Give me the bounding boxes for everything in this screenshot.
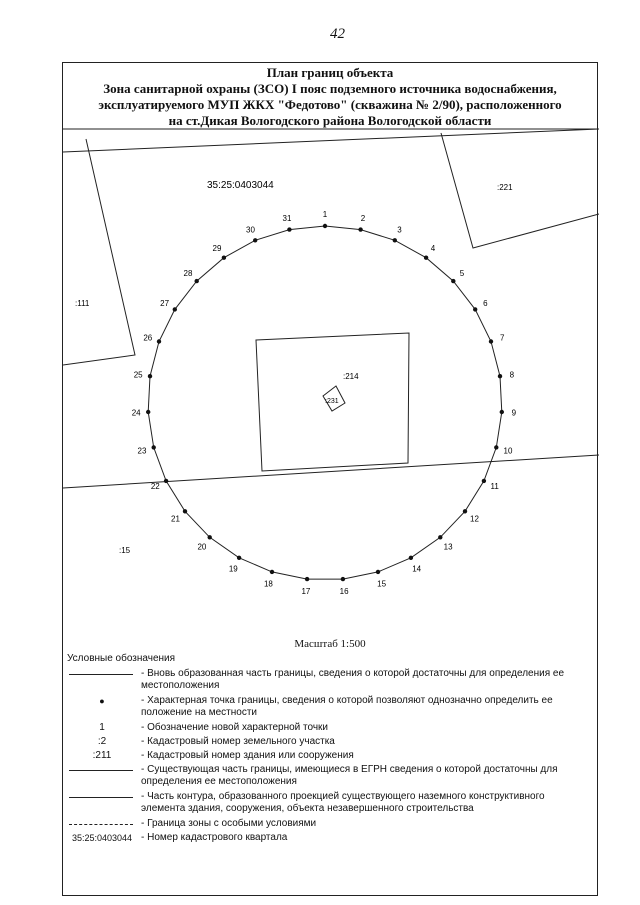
parcel-boundary-top [63,129,599,152]
legend-symbol-parcel: :2 [97,736,107,747]
boundary-point-label: 22 [150,482,160,492]
legend-text: - Кадастровый номер земельного участка [141,736,335,747]
title-line-2: Зона санитарной охраны (ЗСО) I пояс подземного источника водоснабжения, [103,81,557,96]
legend-text: - Номер кадастрового квартала [141,832,288,843]
boundary-point [305,577,309,581]
legend-symbol-new-boundary [69,674,133,675]
parcel-221-boundary [441,133,599,248]
boundary-point-label: 12 [470,514,479,524]
boundary-point [152,445,156,449]
boundary-point [287,227,291,231]
boundary-point [157,339,161,343]
boundary-point-label: 27 [160,299,170,308]
boundary-point [463,509,467,513]
boundary-point-label: 4 [430,243,436,253]
legend-symbol-contour [69,797,133,798]
boundary-point [409,556,413,560]
legend-symbol-quarter: 35:25:0403044 [71,833,133,843]
boundary-point [341,577,345,581]
map-scale: Масштаб 1:500 [294,638,366,650]
boundary-point-label: 18 [263,579,273,589]
boundary-point-label: 14 [412,564,422,574]
legend-text: - Кадастровый номер здания или сооружения [141,750,354,761]
boundary-point-label: 20 [197,542,207,552]
legend-text: - Существующая часть границы, имеющиеся в ЕГРН сведения о которой достаточны для определения ее местоположения [141,764,558,787]
boundary-point-label: 9 [511,408,517,418]
title-line-4: на ст.Дикая Вологодского района Вологодской области [168,113,492,128]
boundary-point-label: 28 [183,268,193,278]
boundary-point [424,256,428,260]
parcel-label-214: :214 [343,372,359,381]
boundary-point-label: 7 [499,333,505,343]
title-line-3: эксплуатируемого МУП ЖКХ "Федотово" (скважина № 2/90), расположенного [98,97,562,112]
legend-symbol-zone [69,824,133,825]
boundary-point-label: 25 [133,370,143,380]
building-label-231: :231 [325,398,339,405]
boundary-point [494,445,498,449]
boundary-point [358,227,362,231]
boundary-point [376,570,380,574]
boundary-point [438,535,442,539]
boundary-point [148,374,152,378]
boundary-point [195,279,199,283]
boundary-point [498,374,502,378]
parcel-111-boundary [63,139,135,365]
boundary-point-label: 2 [360,213,366,223]
boundary-point-label: 17 [301,587,311,596]
boundary-point-label: 24 [131,408,141,418]
boundary-point-label: 29 [212,243,222,253]
boundary-point [500,410,504,414]
boundary-point [222,256,226,260]
boundary-point [451,279,455,283]
boundary-point [183,509,187,513]
boundary-point [323,224,327,228]
legend-symbol-building: :211 [92,750,112,761]
legend-text: - Часть контура, образованного проекцией существующего наземного конструктивного элемента здания, сооружения, объекта незавершенного строительства [141,791,545,814]
boundary-point-label: 13 [443,542,453,552]
parcel-label-111: :111 [75,299,90,308]
legend-symbol-existing-boundary [69,770,133,771]
boundary-point-label: 8 [509,370,515,380]
boundary-point-label: 10 [503,446,513,456]
boundary-point [270,570,274,574]
legend-symbol-point: ● [99,696,105,706]
boundary-point-label: 21 [171,514,180,524]
legend-heading: Условные обозначения [67,653,176,664]
boundary-point [482,479,486,483]
title-line-1: План границ объекта [266,65,394,80]
boundary-point [208,535,212,539]
legend-text: - Вновь образованная часть границы, сведения о которой достаточны для определения ее местоположения [141,668,565,691]
boundary-point-label: 31 [282,213,292,223]
boundary-point [146,410,150,414]
cadastral-map [63,63,599,638]
boundary-point-label: 3 [397,225,402,235]
parcel-boundary-bottom [63,455,599,488]
page-number: 42 [330,26,345,42]
boundary-point-label: 6 [483,299,488,308]
boundary-point-label: 16 [339,587,349,596]
boundary-point [237,556,241,560]
boundary-point-label: 15 [377,579,387,589]
legend-text: - Обозначение новой характерной точки [141,722,329,733]
boundary-point-label: 1 [322,210,328,219]
parcel-label-15: :15 [119,546,131,555]
quarter-number-label: 35:25:0403044 [207,180,274,191]
legend-symbol-number: 1 [99,722,105,733]
boundary-point-label: 26 [143,333,153,343]
boundary-point [173,307,177,311]
document-frame [62,62,598,896]
boundary-point [393,238,397,242]
boundary-point-label: 11 [490,482,499,492]
legend-text: - Граница зоны с особыми условиями [141,818,317,829]
boundary-point-label: 19 [228,564,238,574]
boundary-point-label: 5 [459,268,465,278]
boundary-point [473,307,477,311]
boundary-point-label: 23 [137,446,147,456]
boundary-point [253,238,257,242]
parcel-label-221: :221 [497,183,513,192]
boundary-point [489,339,493,343]
boundary-point-label: 30 [246,225,255,235]
legend-text: - Характерная точка границы, сведения о которой позволяют однозначно определить ее положение на местности [141,695,553,718]
boundary-point [164,479,168,483]
